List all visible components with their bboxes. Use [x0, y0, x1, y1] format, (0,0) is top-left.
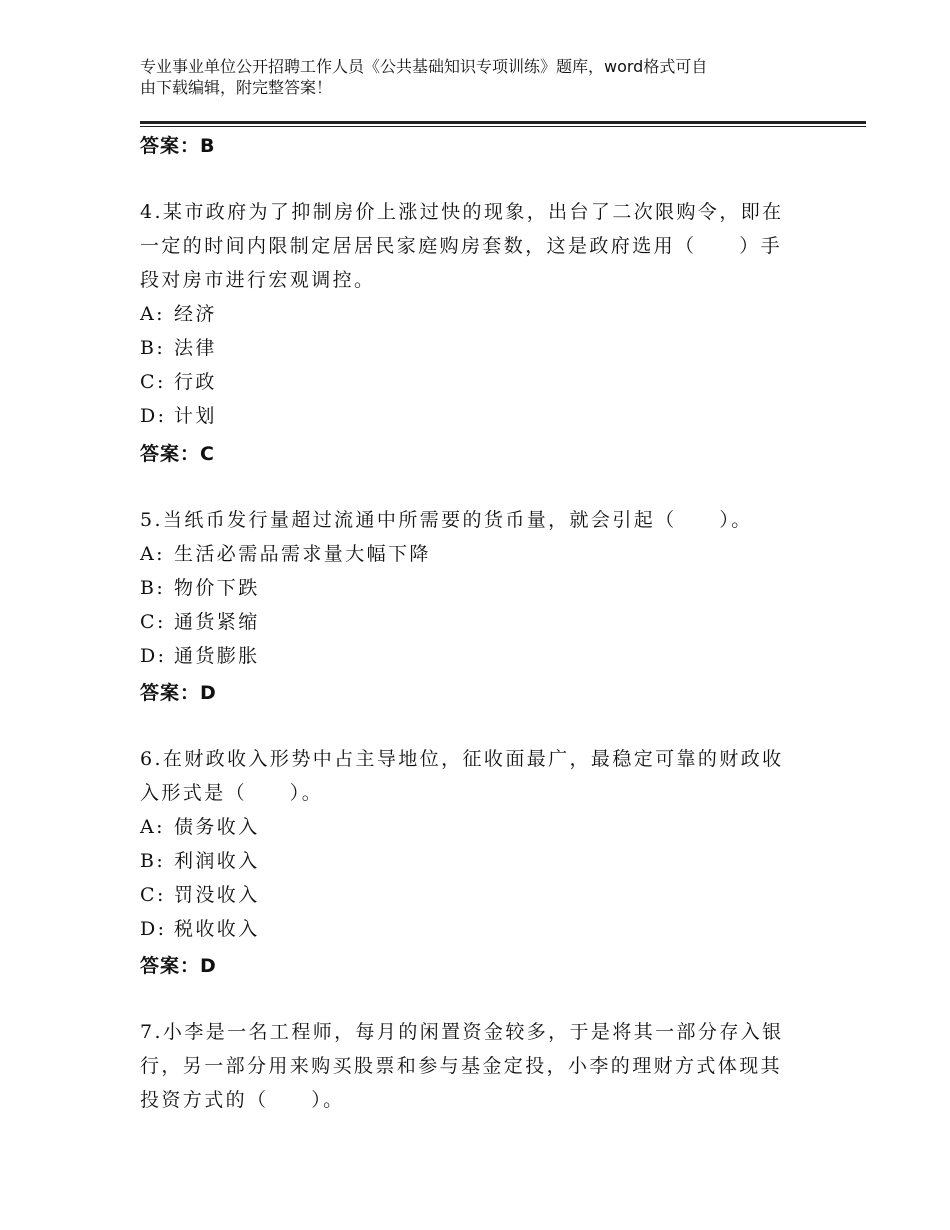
question-6-line-1: 6.在财政收入形势中占主导地位，征收面最广，最稳定可靠的财政收	[140, 748, 784, 770]
header-line-2: 由下载编辑，附完整答案！	[140, 78, 333, 97]
option-b: B: 物价下跌	[140, 577, 260, 599]
option-a: A: 生活必需品需求量大幅下降	[140, 543, 431, 565]
header-divider-thin	[140, 126, 866, 127]
question-4-line-1: 4.某市政府为了抑制房价上涨过快的现象，出台了二次限购令，即在	[140, 201, 784, 223]
document-header	[140, 56, 800, 98]
option-a: A: 经济	[140, 303, 217, 325]
question-5-line-1: 5.当纸币发行量超过流通中所需要的货币量，就会引起（ ）。	[140, 509, 753, 531]
option-c: C: 罚没收入	[140, 884, 260, 906]
option-b: B: 利润收入	[140, 850, 260, 872]
option-c: C: 行政	[140, 371, 217, 393]
answer-q6: 答案：D	[140, 955, 217, 977]
option-d: D: 计划	[140, 405, 217, 427]
option-d: D: 税收收入	[140, 918, 260, 940]
question-4-line-2: 一定的时间内限制定居居民家庭购房套数，这是政府选用（ ）手	[140, 235, 783, 257]
answer-q5: 答案：D	[140, 682, 217, 704]
question-7-line-1: 7.小李是一名工程师，每月的闲置资金较多，于是将其一部分存入银	[140, 1021, 784, 1043]
question-4	[140, 195, 800, 433]
option-c: C: 通货紧缩	[140, 611, 260, 633]
answer-q3: 答案：B	[140, 135, 216, 157]
question-5	[140, 503, 800, 673]
option-d: D: 通货膨胀	[140, 645, 260, 667]
option-a: A: 债务收入	[140, 816, 260, 838]
option-b: B: 法律	[140, 337, 217, 359]
answer-q4: 答案：C	[140, 443, 215, 465]
question-7-line-2: 行，另一部分用来购买股票和参与基金定投，小李的理财方式体现其	[140, 1055, 783, 1077]
question-7	[140, 1015, 800, 1117]
header-divider-thick	[140, 121, 866, 124]
question-4-line-3: 段对房市进行宏观调控。	[140, 269, 376, 291]
header-line-1: 专业事业单位公开招聘工作人员《公共基础知识专项训练》题库，word格式可自	[140, 57, 708, 76]
question-6	[140, 742, 800, 946]
question-7-line-3: 投资方式的（ ）。	[140, 1089, 345, 1111]
question-6-line-2: 入形式是（ ）。	[140, 782, 324, 804]
